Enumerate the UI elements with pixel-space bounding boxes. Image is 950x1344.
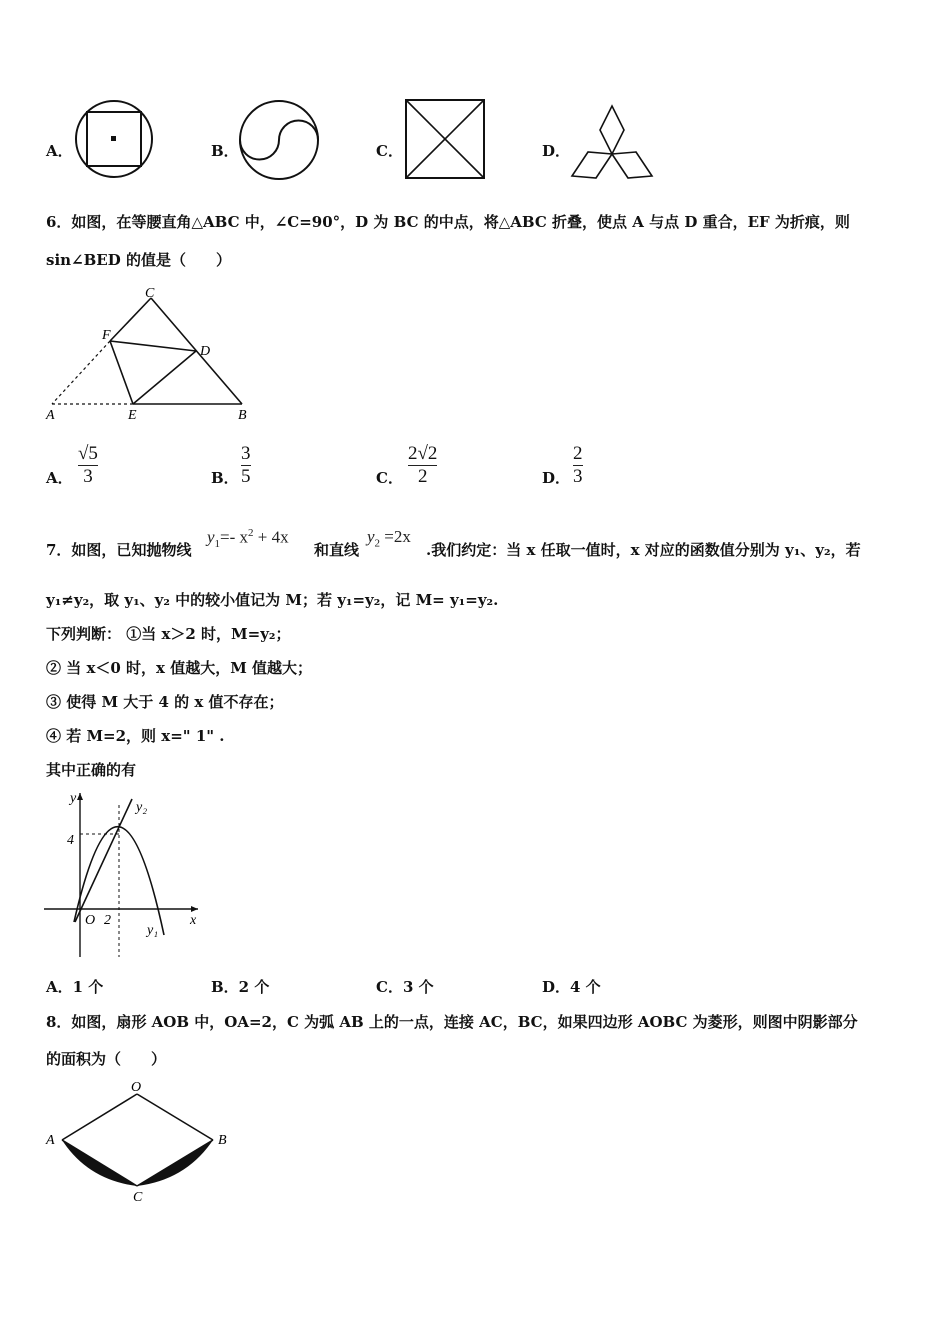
q5-figure-c: [403, 97, 487, 181]
q7-parabola-equation: $y_1=-$ $x^2 + 4x$: [207, 527, 289, 551]
q8-stem-line1: 8．如图，扇形 AOB 中，OA=2，C 为弧 AB 上的一点，连接 AC，BC，如果四边形 AOBC 为菱形，则图中阴影部分: [46, 1013, 858, 1031]
q7-label-four: 4: [67, 833, 74, 848]
q6-stem-line1: 6．如图，在等腰直角△ABC 中，∠C=90°，D 为 BC 的中点，将△ABC 折叠，使点 A 与点 D 重合，EF 为折痕，则: [46, 213, 850, 231]
q5-figure-a: [70, 97, 160, 183]
q7-label-two: 2: [104, 913, 111, 928]
q6-option-b-denominator: 5: [241, 466, 251, 487]
q7-judgement-1: 下列判断： ①当 x＞2 时，M=y₂；: [46, 625, 291, 643]
q7-graph-figure: [40, 787, 210, 962]
q5-option-d-label: D．: [542, 142, 571, 160]
q6-option-d-label: D．: [542, 469, 571, 487]
q7-judgement-3: ③ 使得 M 大于 4 的 x 值不存在；: [46, 693, 284, 711]
q6-option-d-fraction: [573, 443, 583, 488]
q6-option-a-fraction: [78, 443, 98, 488]
q7-option-a-label: A．1 个: [46, 978, 104, 996]
q7-label-x-axis: x: [190, 913, 197, 928]
q6-label-f: F: [102, 328, 111, 343]
q6-option-b-fraction: [241, 443, 251, 488]
q8-label-c: C: [133, 1190, 143, 1205]
q7-intro: 7．如图，已知抛物线: [46, 541, 192, 559]
q6-option-c-label: C．: [376, 469, 403, 487]
q6-label-a: A: [46, 408, 55, 423]
q7-mid-text: 和直线: [314, 541, 360, 559]
q7-stem-line1: [46, 539, 191, 560]
q6-option-c-fraction: [408, 443, 437, 488]
q7-stem-line2: y₁≠y₂，取 y₁、y₂ 中的较小值记为 M；若 y₁=y₂，记 M= y₁=y₂.: [46, 591, 499, 609]
q6-option-d-numerator: 2: [573, 443, 583, 464]
q5-figure-d: [568, 100, 656, 182]
q7-stem-line7: 其中正确的有: [46, 761, 137, 779]
q6-option-a-label: A．: [46, 469, 73, 487]
q6-stem-line2: sin∠BED 的值是（ ）: [46, 251, 231, 269]
q6-label-b: B: [238, 408, 247, 423]
q6-option-c-denominator: 2: [417, 466, 428, 487]
q7-option-d-label: D．4 个: [542, 978, 601, 996]
q6-triangle-figure: [44, 285, 254, 425]
q6-option-b-label: B．: [211, 469, 239, 487]
q6-option-d-denominator: 3: [573, 466, 583, 487]
q8-label-a: A: [46, 1133, 55, 1148]
q6-label-d: D: [200, 344, 211, 359]
q5-option-b-label: B．: [211, 142, 239, 160]
q7-label-y-axis: y: [70, 791, 77, 806]
q6-option-a-denominator: 3: [83, 466, 93, 487]
q5-option-a-label: A．: [46, 142, 73, 160]
q6-label-e: E: [128, 408, 137, 423]
q7-stem-rest: .我们约定：当 x 任取一值时，x 对应的函数值分别为 y₁、y₂，若: [426, 541, 861, 559]
q7-line-y2: [75, 799, 132, 922]
q6-option-b-numerator: 3: [241, 443, 251, 464]
q7-option-b-label: B．2 个: [211, 978, 270, 996]
q6-label-c: C: [145, 286, 155, 301]
q8-label-b: B: [218, 1133, 227, 1148]
q7-line-equation: $y_2 =2x$: [367, 527, 411, 550]
q8-label-o: O: [131, 1080, 142, 1095]
q7-option-c-label: C．3 个: [376, 978, 434, 996]
q8-stem-line2: 的面积为（ ）: [46, 1050, 167, 1068]
q5-option-c-label: C．: [376, 142, 403, 160]
q6-option-c-numerator: 2√2: [408, 443, 438, 464]
q8-sector-figure: [40, 1074, 240, 1206]
q7-label-y1: y₁: [147, 923, 159, 938]
q6-option-a-numerator: √5: [78, 443, 98, 464]
q7-judgement-2: ② 当 x＜0 时，x 值越大，M 值越大；: [46, 659, 313, 677]
q5-figure-b: [235, 97, 325, 183]
q7-label-y2: y₂: [136, 800, 148, 815]
q7-judgement-4: ④ 若 M=2，则 x=" 1" .: [46, 727, 225, 745]
q7-label-origin: O: [85, 913, 96, 928]
